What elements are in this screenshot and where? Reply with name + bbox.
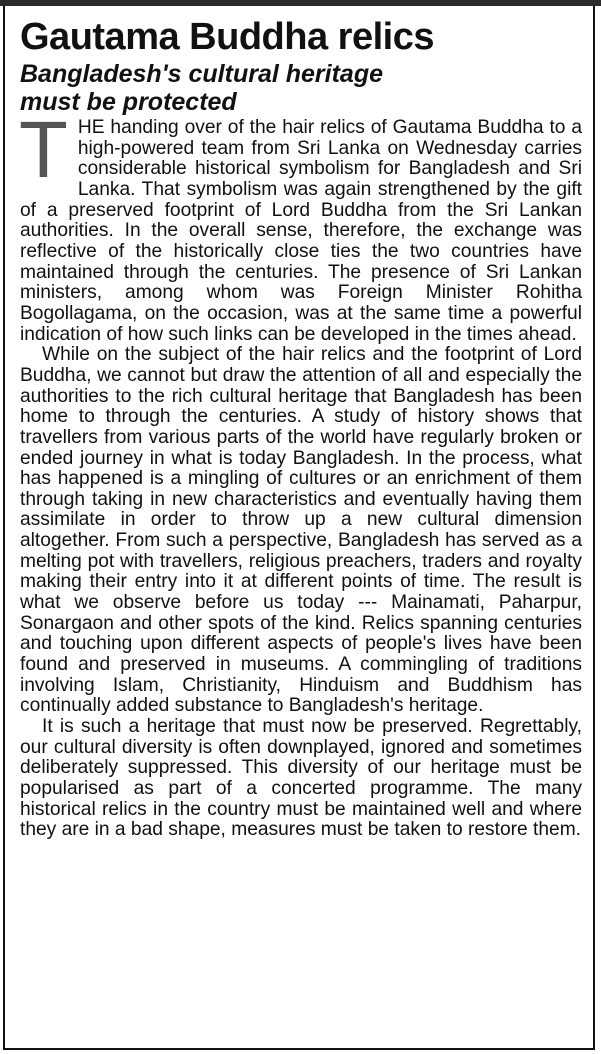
subheadline: Bangladesh's cultural heritage must be protected [20, 60, 383, 116]
article-body [19, 105, 582, 841]
editorial-article [20, 14, 582, 841]
paragraph-2: While on the subject of the hair relics and the footprint of Lord Buddha, we cannot but draw the attention of all and especially the authorities to the rich cultural heritage that Bangladesh has been home to through the centuries. A study of history shows that travellers from various parts of the world have regularly broken or ended journey in what is today Bangladesh. In the process, what has happened is a mingling of cultures or an enrichment of them through taking in new characteristics and eventually having them assimilate in order to throw up a new cultural dimension altogether. From such a perspective, Bangladesh has served as a melting pot with travellers, religious preachers, traders and royalty making their entry into it at different points of time. The result is what we observe before us today --- Mainamati, Paharpur, Sonargaon and other spots of the kind. Relics spanning centuries and touching upon different aspects of people's lives have been found and preserved in museums. A commingling of traditions involving Islam, Christianity, Hinduism and Buddhism has continually added substance to Bangladesh's heritage. [20, 344, 582, 717]
drop-cap: T [19, 105, 68, 194]
paragraph-3: It is such a heritage that must now be preserved. Regrettably, our cultural diversity is often downplayed, ignored and sometimes deliberately suppressed. This diversity of our heritage must be popularised as part of a concerted programme. The many historical relics in the country must be maintained well and where they are in a bad shape, measures must be taken to restore them. [20, 716, 582, 841]
headline: Gautama Buddha relics [20, 16, 434, 58]
paragraph-1-text: HE handing over of the hair relics of Gautama Buddha to a high-powered team from Sri Lanka on Wednesday carries considerable historical symbolism for Bangladesh and Sri Lanka. That symbolism was again strengthened by the gift of a preserved footprint of Lord Buddha from the Sri Lankan authorities. In the overall sense, therefore, the exchange was reflective of the historically close ties the two countries have maintained through the centuries. The presence of Sri Lankan ministers, among whom was Foreign Minister Rohitha Bogollagama, on the occasion, was at the same time a powerful indication of how such links can be developed in the times ahead. [20, 117, 582, 345]
paragraph-1 [19, 105, 582, 345]
